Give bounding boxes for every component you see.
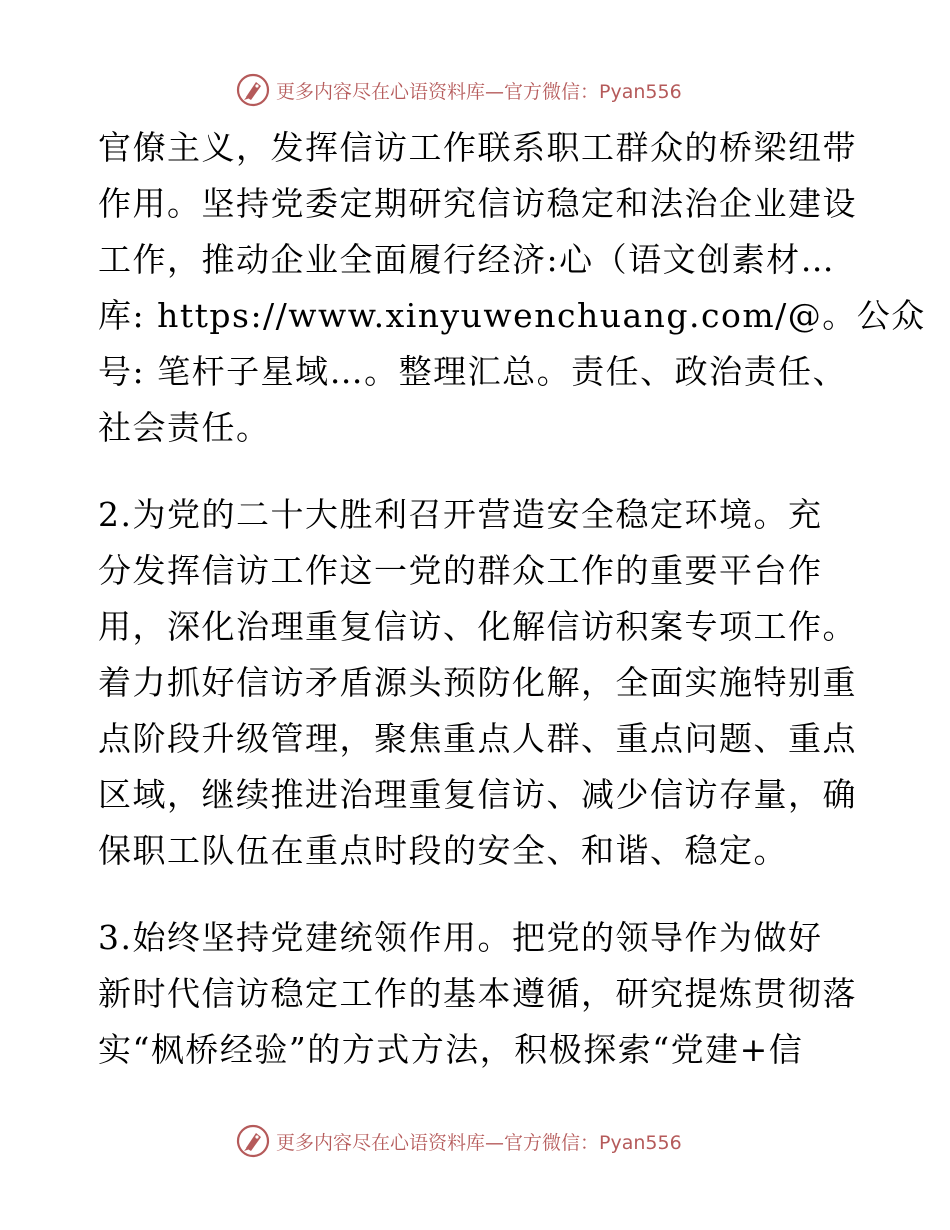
text-line: 官僚主义，发挥信访工作联系职工群众的桥梁纽带: [98, 128, 857, 167]
paragraph-3: [98, 910, 858, 1078]
text-line: 工作，推动企业全面履行经济:心（语文创素材…: [98, 240, 836, 279]
text-line: 2.为党的二十大胜利召开营造安全稳定环境。充: [98, 495, 823, 534]
pen-nib-logo-icon: [236, 1124, 270, 1158]
paragraph-2: [98, 487, 858, 879]
text-line: 库: https://www.xinyuwenchuang.com/@。公众: [98, 296, 926, 335]
watermark-text: 更多内容尽在心语资料库—官方微信：Pyan556: [276, 1131, 682, 1154]
text-line: 实“枫桥经验”的方式方法，积极探索“党建+信: [98, 1030, 804, 1069]
text-line: 点阶段升级管理，聚焦重点人群、重点问题、重点: [98, 719, 857, 758]
text-line: 作用。坚持党委定期研究信访稳定和法治企业建设: [98, 184, 857, 223]
paragraph-1: [98, 120, 926, 456]
text-line: 分发挥信访工作这一党的群众工作的重要平台作: [98, 551, 823, 590]
header-watermark: [236, 73, 682, 107]
footer-watermark: [236, 1124, 682, 1158]
text-line: 区域，继续推进治理重复信访、减少信访存量，确: [98, 775, 857, 814]
text-line: 号: 笔杆子星域…。整理汇总。责任、政治责任、: [98, 352, 848, 391]
text-line: 社会责任。: [98, 408, 271, 447]
watermark-text: 更多内容尽在心语资料库—官方微信：Pyan556: [276, 80, 682, 103]
text-line: 保职工队伍在重点时段的安全、和谐、稳定。: [98, 831, 788, 870]
text-line: 新时代信访稳定工作的基本遵循，研究提炼贯彻落: [98, 974, 857, 1013]
text-line: 用，深化治理重复信访、化解信访积案专项工作。: [98, 607, 857, 646]
text-line: 3.始终坚持党建统领作用。把党的领导作为做好: [98, 918, 823, 957]
pen-nib-logo-icon: [236, 73, 270, 107]
text-line: 着力抓好信访矛盾源头预防化解，全面实施特别重: [98, 663, 857, 702]
